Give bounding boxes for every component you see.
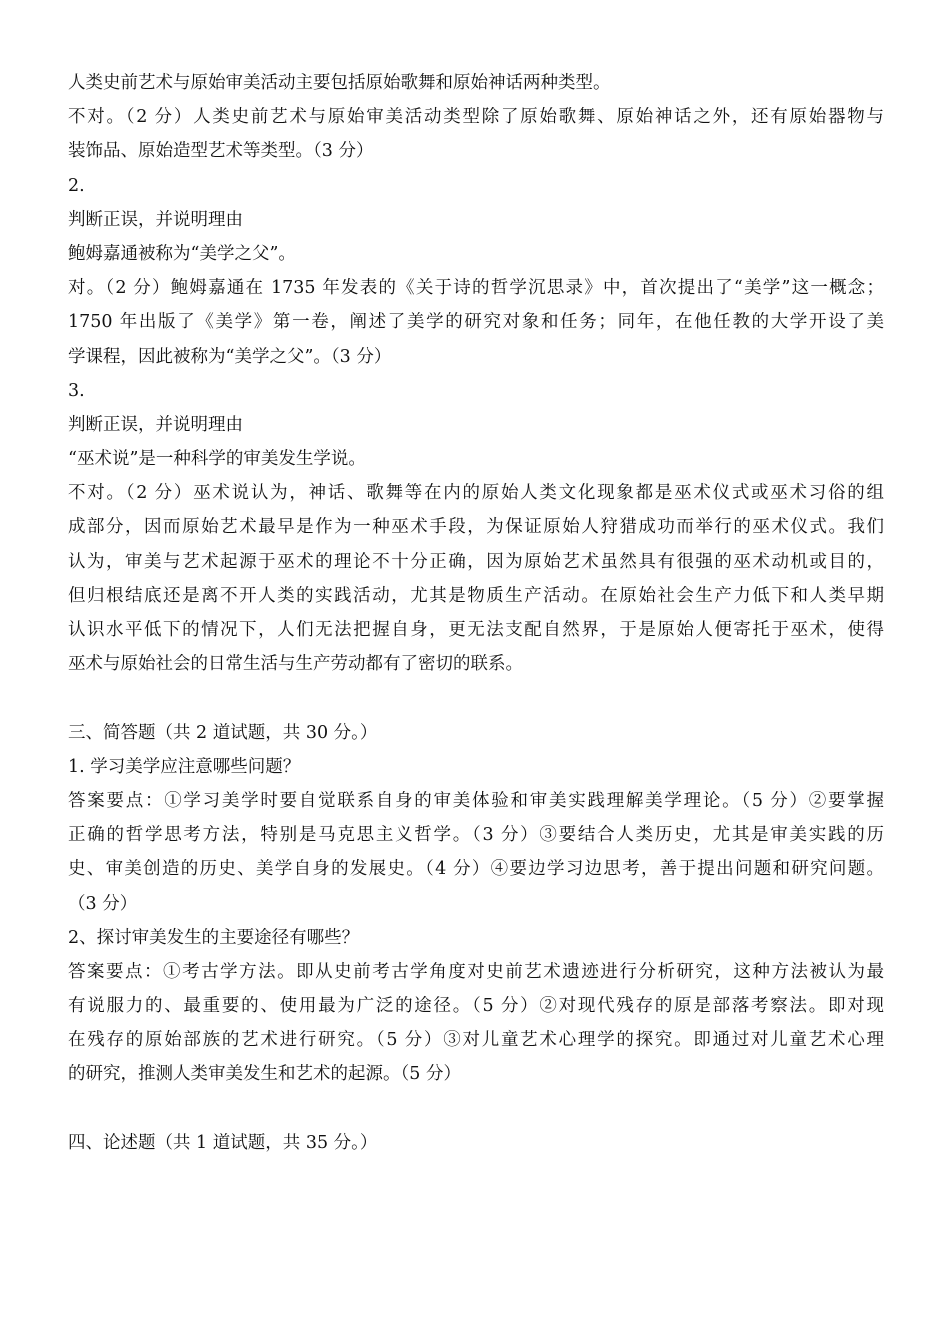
text-line: 对。（2 分）鲍姆嘉通在 1735 年发表的《关于诗的哲学沉思录》中，首次提出了“美学”这一概念； [68,278,884,299]
text-line: 有说服力的、最重要的、使用最为广泛的途径。（5 分）②对现代残存的原是部落考察法。即对现 [68,996,884,1017]
paragraph-gap [68,1092,884,1126]
text-line: 2. [68,175,85,196]
text-line: 巫术与原始社会的日常生活与生产劳动都有了密切的联系。 [68,654,523,675]
text-line: 装饰品、原始造型艺术等类型。（3 分） [68,141,374,162]
text-line: “巫术说”是一种科学的审美发生学说。 [68,449,366,470]
document-page [68,66,884,1160]
text-line: 学课程，因此被称为“美学之父”。（3 分） [68,346,392,367]
text-line: 四、论述题（共 1 道试题，共 35 分。） [68,1132,378,1153]
text-line: 的研究，推测人类审美发生和艺术的起源。（5 分） [68,1064,461,1085]
text-line: 史、审美创造的历史、美学自身的发展史。（4 分）④要边学习边思考，善于提出问题和研究问题。 [68,859,884,880]
text-line: 答案要点：①考古学方法。即从史前考古学角度对史前艺术遗迹进行分析研究，这种方法被认为最 [68,961,884,982]
text-line: 判断正误，并说明理由 [68,414,243,435]
text-line: 答案要点：①学习美学时要自觉联系自身的审美体验和审美实践理解美学理论。（5 分）②要掌握 [68,790,884,811]
text-line: 成部分，因而原始艺术最早是作为一种巫术手段，为保证原始人狩猎成功而举行的巫术仪式。我们 [68,517,884,538]
text-line: 1. 学习美学应注意哪些问题？ [68,756,301,777]
text-line: 认为，审美与艺术起源于巫术的理论不十分正确，因为原始艺术虽然具有很强的巫术动机或目的， [68,551,884,572]
paragraph-gap [68,681,884,715]
text-line: 2、探讨审美发生的主要途径有哪些？ [68,927,360,948]
text-line: 人类史前艺术与原始审美活动主要包括原始歌舞和原始神话两种类型。 [68,73,611,93]
text-line: 认识水平低下的情况下，人们无法把握自身，更无法支配自然界，于是原始人便寄托于巫术，使得 [68,620,884,640]
text-line: 不对。（2 分）人类史前艺术与原始审美活动类型除了原始歌舞、原始神话之外，还有原始器物与 [68,107,884,128]
text-line: 在残存的原始部族的艺术进行研究。（5 分）③对儿童艺术心理学的探究。即通过对儿童艺术心理 [68,1030,884,1051]
text-line: 正确的哲学思考方法，特别是马克思主义哲学。（3 分）③要结合人类历史，尤其是审美实践的历 [68,825,884,846]
text-line: 但归根结底还是离不开人类的实践活动，尤其是物质生产活动。在原始社会生产力低下和人类早期 [68,585,884,606]
text-line: 三、简答题（共 2 道试题，共 30 分。） [68,722,378,743]
text-line: （3 分） [68,893,138,914]
text-line: 鲍姆嘉通被称为“美学之父”。 [68,243,296,264]
text-line: 判断正误，并说明理由 [68,209,243,230]
text-line: 3. [68,380,85,401]
text-line: 1750 年出版了《美学》第一卷，阐述了美学的研究对象和任务；同年，在他任教的大学开设了美 [68,312,884,333]
text-line: 不对。（2 分）巫术说认为，神话、歌舞等在内的原始人类文化现象都是巫术仪式或巫术习俗的组 [68,483,884,504]
